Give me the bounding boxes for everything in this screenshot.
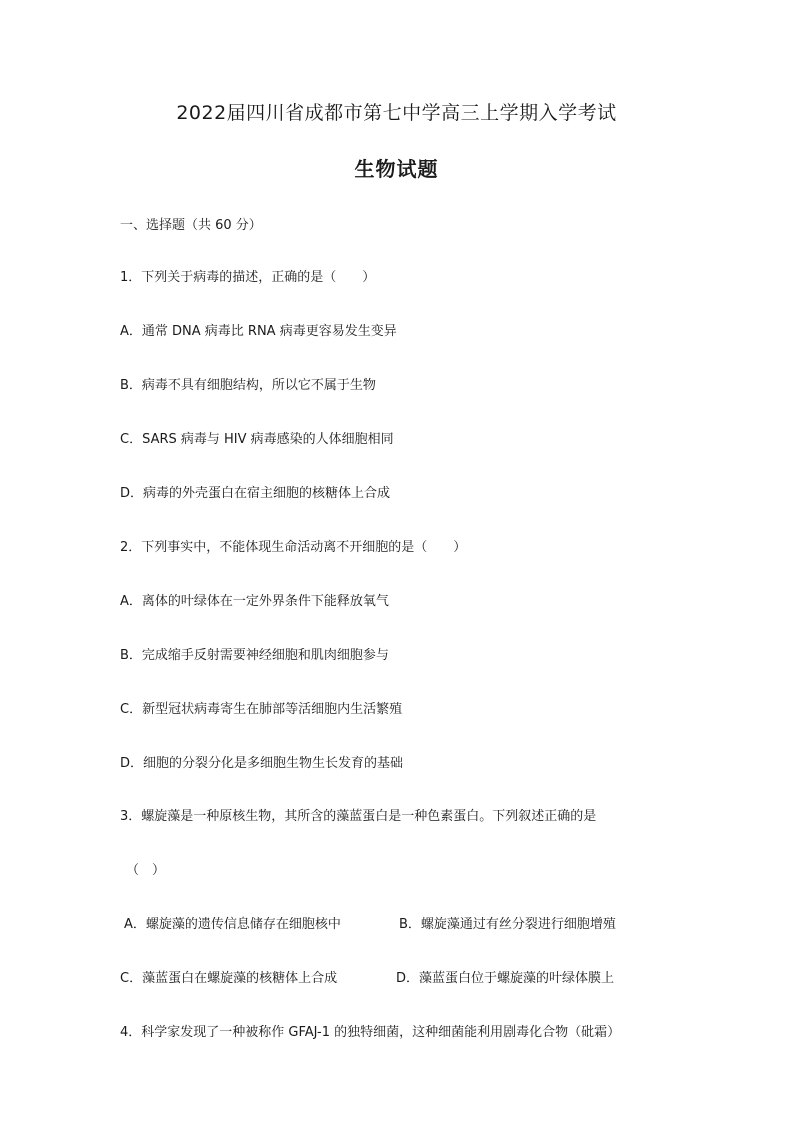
page-title: 2022届四川省成都市第七中学高三上学期入学考试 xyxy=(176,102,617,124)
question-1-option-a: A．通常 DNA 病毒比 RNA 病毒更容易发生变异 xyxy=(120,324,397,339)
question-3-option-d: D．藻蓝蛋白位于螺旋藻的叶绿体膜上 xyxy=(396,971,615,986)
question-1-option-d: D．病毒的外壳蛋白在宿主细胞的核糖体上合成 xyxy=(120,486,391,501)
section-heading: 一、选择题（共 60 分） xyxy=(120,218,262,233)
question-2-stem: 2．下列事实中，不能体现生命活动离不开细胞的是（ ） xyxy=(120,540,467,555)
question-3-option-a: A．螺旋藻的遗传信息储存在细胞核中 xyxy=(124,917,341,932)
question-1-option-c: C．SARS 病毒与 HIV 病毒感染的人体细胞相同 xyxy=(120,432,394,447)
question-1-stem: 1．下列关于病毒的描述，正确的是（ ） xyxy=(120,270,376,285)
question-4-stem: 4．科学家发现了一种被称作 GFAJ-1 的独特细菌，这种细菌能利用剧毒化合物（砒霜） xyxy=(120,1025,621,1040)
question-2-option-b: B．完成缩手反射需要神经细胞和肌肉细胞参与 xyxy=(120,648,389,663)
question-2-option-c: C．新型冠状病毒寄生在肺部等活细胞内生活繁殖 xyxy=(120,702,403,717)
question-3-option-b: B．螺旋藻通过有丝分裂进行细胞增殖 xyxy=(399,917,616,932)
question-2-option-a: A．离体的叶绿体在一定外界条件下能释放氧气 xyxy=(120,594,389,609)
question-1-option-b: B．病毒不具有细胞结构，所以它不属于生物 xyxy=(120,378,376,393)
question-3-option-c: C．藻蓝蛋白在螺旋藻的核糖体上合成 xyxy=(120,971,338,986)
question-2-option-d: D．细胞的分裂分化是多细胞生物生长发育的基础 xyxy=(120,756,404,771)
question-3-stem: 3．螺旋藻是一种原核生物，其所含的藻蓝蛋白是一种色素蛋白。下列叙述正确的是 xyxy=(120,809,597,824)
question-3-answer-paren: （ ） xyxy=(126,863,166,878)
page-subtitle: 生物试题 xyxy=(354,157,439,181)
